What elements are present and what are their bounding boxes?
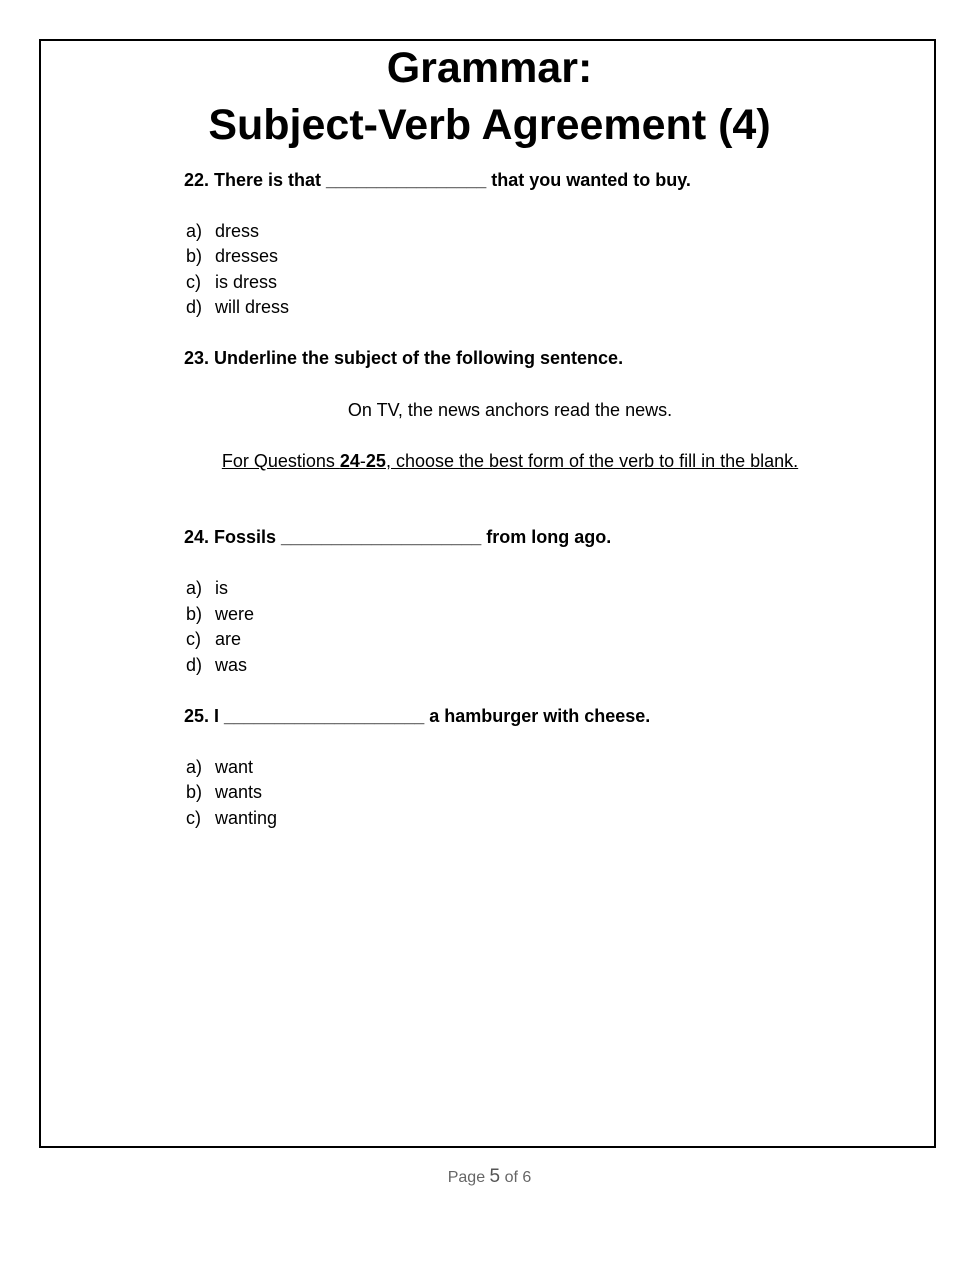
q24-option-d: d) was [186,655,248,675]
q22-option-d: d) will dress [186,297,290,317]
page-subtitle: Subject-Verb Agreement (4) [208,101,771,149]
q24-option-c: c) are [186,629,242,649]
q22-option-b: b) dresses [186,246,279,266]
page-number: 5 [489,1166,501,1187]
q25-option-a: a) want [186,757,254,777]
q23-sentence: On TV, the news anchors read the news. [347,400,673,420]
q24-option-a: a) is [186,578,228,598]
instruction-24-25: For Questions 24-25, choose the best form of the verb to fill in the blank. [221,451,799,471]
q22-option-a: a) dress [186,221,260,241]
question-25: 25. I ____________________ a hamburger with cheese. [184,706,651,726]
question-22: 22. There is that ________________ that you wanted to buy. [184,170,691,190]
question-23: 23. Underline the subject of the following sentence. [184,348,624,368]
q24-option-b: b) were [186,604,255,624]
question-24: 24. Fossils ____________________ from long ago. [184,527,612,547]
page-total: 6 [522,1169,532,1186]
q25-option-c: c) wanting [186,808,278,828]
page-footer: Page 5 of 6 [447,1166,532,1187]
page-title: Grammar: [386,44,593,92]
q25-option-b: b) wants [186,782,263,802]
q22-option-c: c) is dress [186,272,278,292]
page-border [39,39,936,1148]
